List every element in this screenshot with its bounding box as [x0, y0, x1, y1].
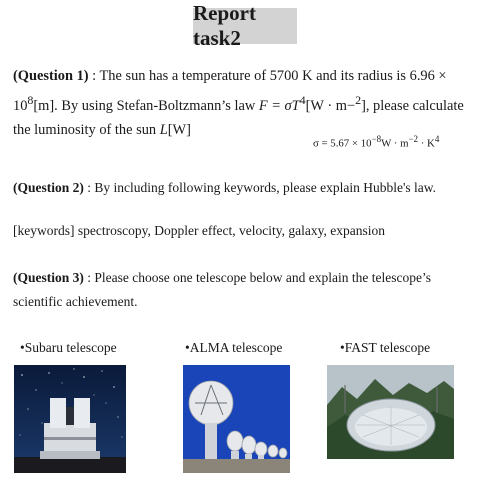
sigma-text-c: · K	[418, 137, 435, 150]
question-1-text-e: ], please calculate the luminosity of the sun	[13, 97, 464, 138]
fast-telescope-photo	[327, 365, 454, 459]
question-3-label: (Question 3)	[13, 270, 84, 285]
keywords-line: [keywords] spectroscopy, Doppler effect, velocity, galaxy, expansion	[13, 223, 386, 238]
question-3	[13, 266, 475, 314]
question-2-label: (Question 2)	[13, 180, 84, 195]
subaru-telescope-photo	[14, 365, 126, 473]
question-1-text-a: : The sun has a temperature of 5700 K and its radius is 6.96 × 10	[13, 68, 447, 114]
radius-exponent: 8	[27, 93, 34, 107]
luminosity-variable: L	[159, 121, 168, 138]
sigma-constant	[313, 134, 439, 150]
question-1-label: (Question 1)	[13, 68, 89, 84]
question-1-text-d: [W · m−	[305, 97, 356, 114]
question-3-text: : Please choose one telescope below and explain the telescope’s scientific achievement.	[13, 270, 432, 309]
question-1-text-b: [m].	[33, 97, 58, 114]
sigma-text-a: σ = 5.67 × 10	[313, 137, 372, 150]
alma-label: •ALMA telescope	[185, 340, 283, 355]
subaru-label: •Subaru telescope	[20, 340, 117, 355]
sigma-text-b: W · m	[381, 137, 409, 150]
stefan-boltzmann-formula: F = σT	[258, 97, 300, 114]
fast-label: •FAST telescope	[340, 340, 431, 355]
question-1	[13, 64, 475, 142]
formula-exponent: 4	[299, 93, 306, 107]
unit-exponent: 2	[355, 93, 362, 107]
question-2-text: : By including following keywords, please explain Hubble's law.	[83, 180, 436, 195]
alma-telescope-photo	[183, 365, 290, 473]
question-1-text-c: By using Stefan-Boltzmann’s law	[61, 97, 259, 114]
question-1-text-f: [W]	[167, 121, 191, 138]
sigma-exponent: −8	[371, 134, 382, 144]
question-2	[13, 180, 475, 196]
sigma-m-exponent: −2	[408, 134, 419, 144]
report-title: Report task2	[193, 8, 297, 44]
sigma-k-exponent: 4	[434, 134, 440, 144]
